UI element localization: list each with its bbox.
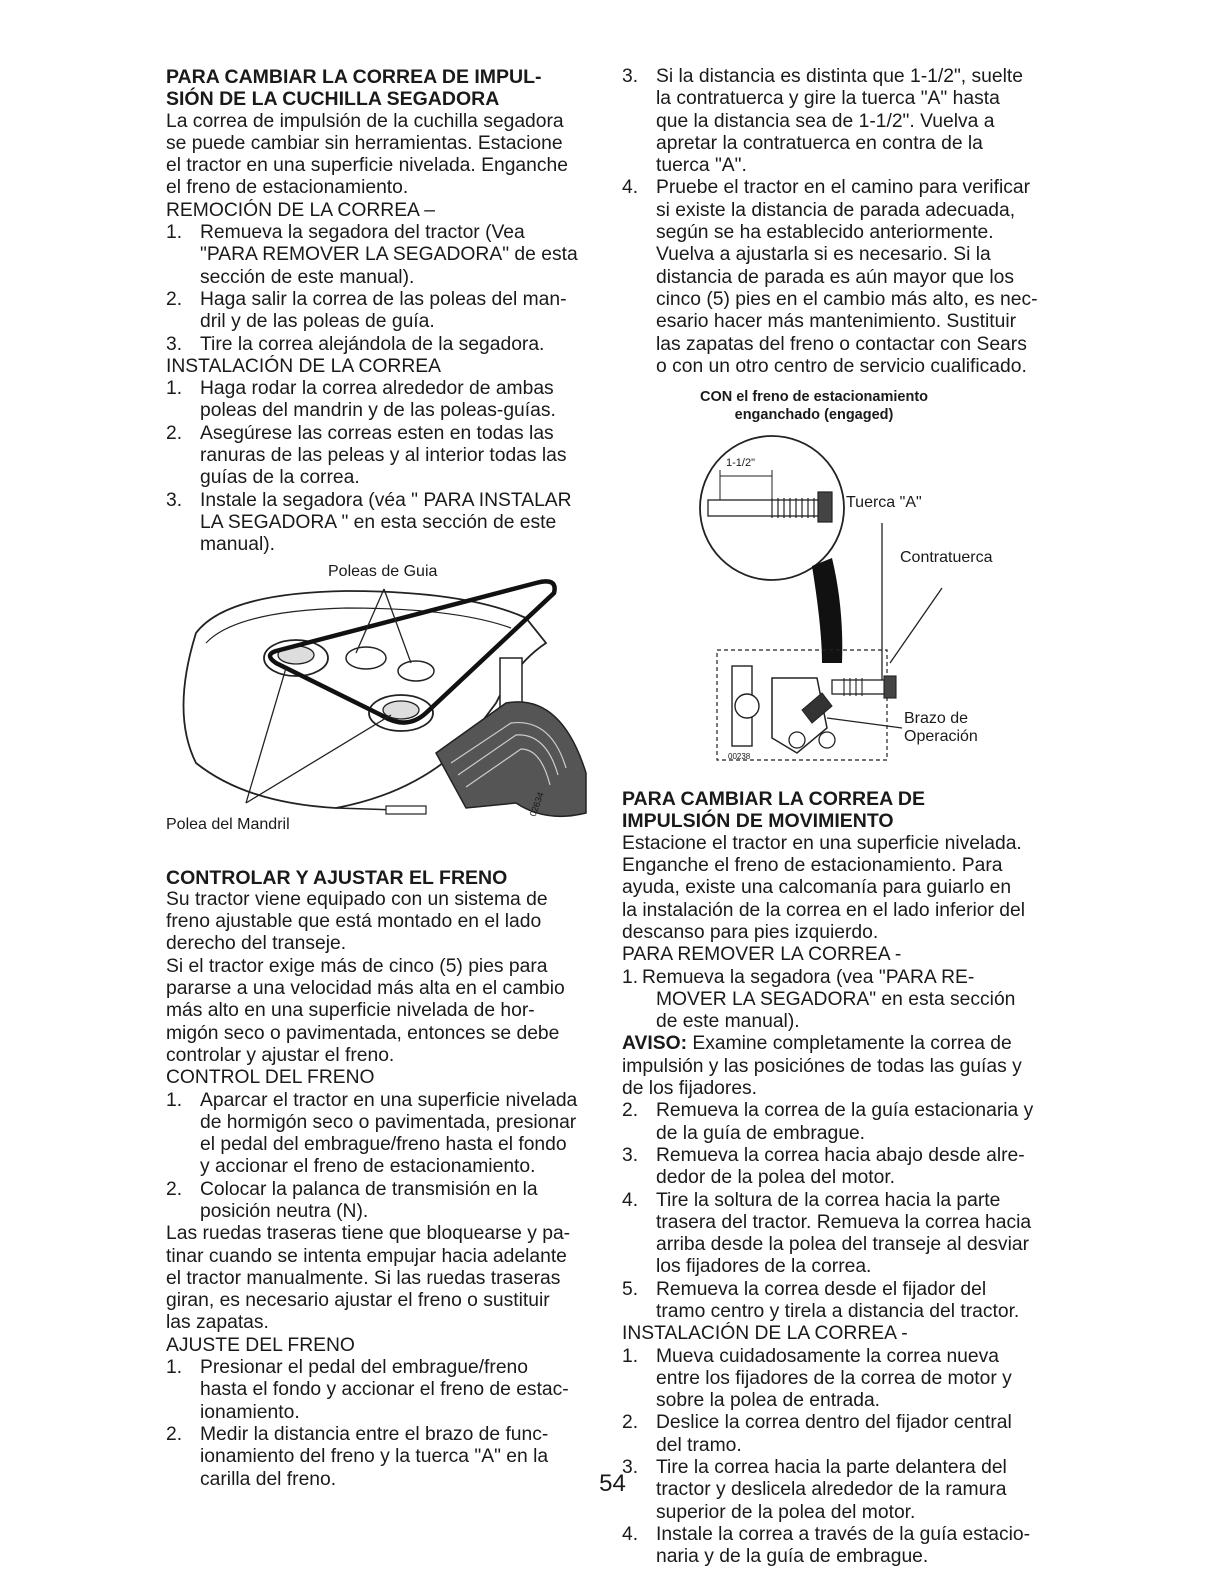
- text-line: naria y de la guía de embrague.: [656, 1546, 929, 1568]
- mower-deck-figure: [166, 563, 598, 859]
- subheading-belt-install: INSTALACIÓN DE LA CORREA: [166, 355, 442, 377]
- text-line: ionamiento del freno y la tuerca "A" en la: [200, 1446, 549, 1468]
- text-line: Si el tractor exige más de cinco (5) pies para: [166, 955, 548, 977]
- text-line: las zapatas.: [166, 1312, 269, 1334]
- text-line: según se ha establecido anteriormente.: [656, 222, 994, 244]
- text-line: Colocar la palanca de transmisión en la: [200, 1178, 538, 1200]
- list-item: [622, 66, 1054, 177]
- subheading-brake-adjust: AJUSTE DEL FRENO: [166, 1334, 355, 1356]
- item-number: 4.: [622, 1523, 639, 1545]
- locknut-label: Contratuerca: [900, 549, 993, 567]
- text-line: Tire la correa hacia la parte delantera del: [656, 1457, 1007, 1479]
- text-line: tuerca "A".: [656, 155, 747, 177]
- text-line: superior de la polea del motor.: [656, 1501, 916, 1523]
- text-line: poleas del mandrin y de las poleas-guías.: [200, 400, 556, 422]
- list-item: [622, 177, 1054, 378]
- heading-mower-belt: [166, 66, 598, 111]
- text-line: sobre la polea de entrada.: [656, 1390, 881, 1412]
- heading-line: SIÓN DE LA CUCHILLA SEGADORA: [166, 88, 500, 111]
- text-line: controlar y ajustar el freno.: [166, 1044, 395, 1066]
- text-line: tinar cuando se intenta empujar hacia adelante: [166, 1245, 567, 1267]
- list-item: [622, 967, 1054, 1034]
- text-line: ionamiento.: [200, 1401, 300, 1423]
- text-line: más alto en una superficie nivelada de hor-: [166, 1000, 535, 1022]
- text-line: Instale la correa a través de la guía estacio-: [656, 1523, 1031, 1545]
- notice-label: AVISO:: [622, 1033, 687, 1055]
- text-line: que la distancia sea de 1-1/2". Vuelva a: [656, 110, 995, 132]
- item-number: 2.: [166, 1423, 183, 1445]
- text-line: Remueva la correa hacia abajo desde alre-: [656, 1144, 1025, 1166]
- brake-paragraph-2: [166, 956, 598, 1067]
- text-line: Pruebe el tractor en el camino para verificar: [656, 177, 1031, 199]
- text-line: giran, es necesario ajustar el freno o sustituir: [166, 1290, 550, 1312]
- text-line: y accionar el freno de estacionamiento.: [200, 1156, 536, 1178]
- remove-belt-steps: [622, 967, 1054, 1034]
- text-line: el pedal del embrague/freno hasta el fondo: [200, 1134, 567, 1156]
- text-line: Asegúrese las correas esten en todas las: [200, 422, 554, 444]
- text-line: las zapatas del freno o contactar con Sears: [656, 333, 1027, 355]
- text-line: ayuda, existe una calcomanía para guiarlo en: [622, 877, 1012, 899]
- text-line: ranuras de las peleas y al interior todas las: [200, 445, 567, 467]
- text-line: guías de la correa.: [200, 467, 360, 489]
- subheading-install-belt: INSTALACIÓN DE LA CORREA -: [622, 1323, 908, 1345]
- brake-drawing: [622, 388, 1054, 788]
- text-line: Tire la correa alejándola de la segadora.: [200, 333, 545, 355]
- text-line: de hormigón seco o pavimentada, presionar: [200, 1111, 577, 1133]
- text-line: descanso para pies izquierdo.: [622, 921, 879, 943]
- list-item: [166, 490, 598, 557]
- text-line: [622, 1033, 1054, 1055]
- text-line: impulsión y las posiciónes de todas las guías y: [622, 1055, 1022, 1077]
- text-line: de la guía de embrague.: [656, 1122, 866, 1144]
- text-line: arriba desde la polea del transeje al desviar: [656, 1234, 1029, 1256]
- item-number: 1.: [166, 1357, 183, 1379]
- item-number: 3.: [622, 1144, 639, 1166]
- text-line: esario hacer más mantenimiento. Sustituir: [656, 311, 1017, 333]
- text-line: de los fijadores.: [622, 1078, 758, 1100]
- item-number: 1.: [166, 222, 183, 244]
- list-item: [622, 1100, 1054, 1145]
- text-line: se puede cambiar sin herramientas. Estacione: [166, 132, 563, 154]
- brake-control-steps: [166, 1090, 598, 1224]
- guide-pulleys-label: Poleas de Guia: [328, 562, 438, 580]
- item-number: 2.: [622, 1100, 639, 1122]
- text-line: Medir la distancia entre el brazo de func-: [200, 1423, 549, 1445]
- text-line: freno ajustable que está montado en el lado: [166, 911, 542, 933]
- text-line: tractor y deslicela alrededor de la ramura: [656, 1479, 1007, 1501]
- text-line: apretar la contratuerca en contra de la: [656, 132, 983, 154]
- text-line: cinco (5) pies en el cambio más alto, es nec-: [656, 288, 1038, 310]
- text-line: Deslice la correa dentro del fijador central: [656, 1412, 1012, 1434]
- text-line: Estacione el tractor en una superficie nivelada.: [622, 832, 1022, 854]
- text-line: Haga salir la correa de las poleas del man-: [200, 288, 567, 310]
- dimension-label: 1-1/2": [726, 457, 755, 470]
- item-number: 1.: [622, 966, 639, 988]
- list-item: [622, 1279, 1054, 1324]
- item-number: 3.: [622, 1457, 639, 1479]
- text-line: Vuelva a ajustarla si es necesario. Si la: [656, 244, 991, 266]
- text-line: la instalación de la correa en el lado inferior del: [622, 899, 1026, 921]
- heading-line: PARA CAMBIAR LA CORREA DE: [622, 788, 925, 811]
- page-number: 54: [599, 1470, 626, 1497]
- text-line: Haga rodar la correa alrededor de ambas: [200, 378, 554, 400]
- text-line: dril y de las poleas de guía.: [200, 311, 435, 333]
- text-line: Remueva la segadora del tractor (Vea: [200, 222, 525, 244]
- drive-belt-paragraph: [622, 833, 1054, 944]
- item-number: 4.: [622, 1189, 639, 1211]
- text-line: LA SEGADORA " en esta sección de este: [200, 511, 557, 533]
- item-number: 2.: [166, 1178, 183, 1200]
- right-column: [622, 66, 1054, 1569]
- heading-line: PARA CAMBIAR LA CORREA DE IMPUL-: [166, 66, 542, 88]
- figure-code: 00238: [728, 752, 751, 762]
- item-number: 1.: [166, 1089, 183, 1111]
- notice-text: Examine completamente la correa de: [687, 1033, 1012, 1055]
- text-line: si existe la distancia de parada adecuada,: [656, 199, 1016, 221]
- notice-paragraph: [622, 1033, 1054, 1100]
- removal-steps: [166, 222, 598, 356]
- text-line: entre los fijadores de la correa de motor y: [656, 1367, 1012, 1389]
- text-line: de este manual).: [656, 1011, 800, 1033]
- subheading-brake-control: CONTROL DEL FRENO: [166, 1067, 375, 1089]
- text-line: Mueva cuidadosamente la correa nueva: [656, 1345, 999, 1367]
- remove-belt-steps-2: [622, 1100, 1054, 1323]
- item-number: 3.: [166, 333, 183, 355]
- brake-adjust-steps-continued: [622, 66, 1054, 378]
- list-item: [166, 222, 598, 289]
- operating-arm-label: [904, 710, 978, 746]
- heading-drive-belt: [622, 788, 1054, 833]
- text-line: Su tractor viene equipado con un sistema de: [166, 888, 548, 910]
- text-line: Enganche el freno de estacionamiento. Para: [622, 855, 1003, 877]
- item-number: 1.: [166, 378, 183, 400]
- list-item: [622, 1145, 1054, 1190]
- caption-line: enganchado (engaged): [734, 407, 894, 424]
- item-number: 3.: [622, 66, 639, 87]
- text-line: Remueva la correa de la guía estacionaria y: [656, 1100, 1034, 1122]
- list-item: [622, 1524, 1054, 1569]
- subheading-belt-removal: REMOCIÓN DE LA CORREA –: [166, 199, 435, 221]
- text-line: el freno de estacionamiento.: [166, 177, 409, 199]
- text-line: Remueva la segadora (vea "PARA RE-: [642, 966, 975, 988]
- subheading-remove-belt: PARA REMOVER LA CORREA -: [622, 944, 902, 966]
- left-column: [166, 66, 598, 1491]
- list-item: [622, 1190, 1054, 1279]
- caption-line: CON el freno de estacionamiento: [699, 389, 929, 406]
- list-item: [166, 378, 598, 423]
- list-item: [622, 1346, 1054, 1413]
- item-number: 1.: [622, 1345, 639, 1367]
- text-line: del tramo.: [656, 1434, 742, 1456]
- text-line: "PARA REMOVER LA SEGADORA" de esta: [200, 244, 578, 266]
- list-item: [166, 1090, 598, 1179]
- text-line: tramo centro y tirela a distancia del tractor.: [656, 1300, 1020, 1322]
- text-line: los fijadores de la correa.: [656, 1256, 872, 1278]
- text-line: la contratuerca y gire la tuerca "A" hasta: [656, 88, 1000, 110]
- item-number: 2.: [622, 1412, 639, 1434]
- text-line: el tractor manualmente. Si las ruedas traseras: [166, 1267, 561, 1289]
- item-number: 4.: [622, 177, 639, 199]
- intro-paragraph: [166, 111, 598, 200]
- list-item: [166, 1179, 598, 1224]
- text-line: trasera del tractor. Remueva la correa hacia: [656, 1211, 1032, 1233]
- text-line: Presionar el pedal del embrague/freno: [200, 1357, 528, 1379]
- heading-line: IMPULSIÓN DE MOVIMIENTO: [622, 810, 894, 833]
- item-number: 3.: [166, 489, 183, 511]
- brake-paragraph-3: [166, 1223, 598, 1334]
- label-line: Brazo de: [904, 710, 969, 728]
- text-line: Tire la soltura de la correa hacia la parte: [656, 1189, 1001, 1211]
- text-line: o con un otro centro de servicio cualificado.: [656, 355, 1027, 377]
- text-line: carilla del freno.: [200, 1468, 337, 1490]
- text-line: migón seco o pavimentada, entonces se debe: [166, 1022, 560, 1044]
- text-line: La correa de impulsión de la cuchilla segadora: [166, 110, 564, 132]
- text-line: pararse a una velocidad más alta en el cambio: [166, 978, 565, 1000]
- text-line: MOVER LA SEGADORA" en esta sección: [656, 988, 1016, 1010]
- list-item: [166, 423, 598, 490]
- text-line: Instale la segadora (véa " PARA INSTALAR: [200, 489, 572, 511]
- figure-code: 02634: [527, 790, 546, 818]
- item-number: 2.: [166, 288, 183, 310]
- list-item: [622, 1412, 1054, 1457]
- text-line: hasta el fondo y accionar el freno de estac-: [200, 1379, 569, 1401]
- text-line: Las ruedas traseras tiene que bloquearse y pa-: [166, 1223, 571, 1245]
- brake-adjust-figure: [622, 388, 1054, 788]
- label-line: Operación: [904, 728, 978, 746]
- list-item: [166, 1357, 598, 1424]
- text-line: manual).: [200, 534, 276, 556]
- item-number: 5.: [622, 1278, 639, 1300]
- install-steps: [166, 378, 598, 556]
- text-line: posición neutra (N).: [200, 1200, 369, 1222]
- list-item: [166, 334, 598, 356]
- list-item: [166, 289, 598, 334]
- spindle-pulley-label: Polea del Mandril: [166, 815, 290, 833]
- text-line: dedor de la polea del motor.: [656, 1167, 896, 1189]
- install-belt-steps: [622, 1346, 1054, 1569]
- text-line: distancia de parada es aún mayor que los: [656, 266, 1015, 288]
- text-line: Si la distancia es distinta que 1-1/2", suelte: [656, 66, 1023, 87]
- text-line: el tractor en una superficie nivelada. Enganche: [166, 155, 568, 177]
- text-line: sección de este manual).: [200, 266, 415, 288]
- nut-a-label: Tuerca "A": [846, 494, 922, 512]
- brake-paragraph-1: [166, 889, 598, 956]
- text-line: derecho del transeje.: [166, 933, 347, 955]
- heading-brake: CONTROLAR Y AJUSTAR EL FRENO: [166, 866, 508, 889]
- text-line: Aparcar el tractor en una superficie nivelada: [200, 1089, 578, 1111]
- text-line: Remueva la correa desde el fijador del: [656, 1278, 987, 1300]
- item-number: 2.: [166, 422, 183, 444]
